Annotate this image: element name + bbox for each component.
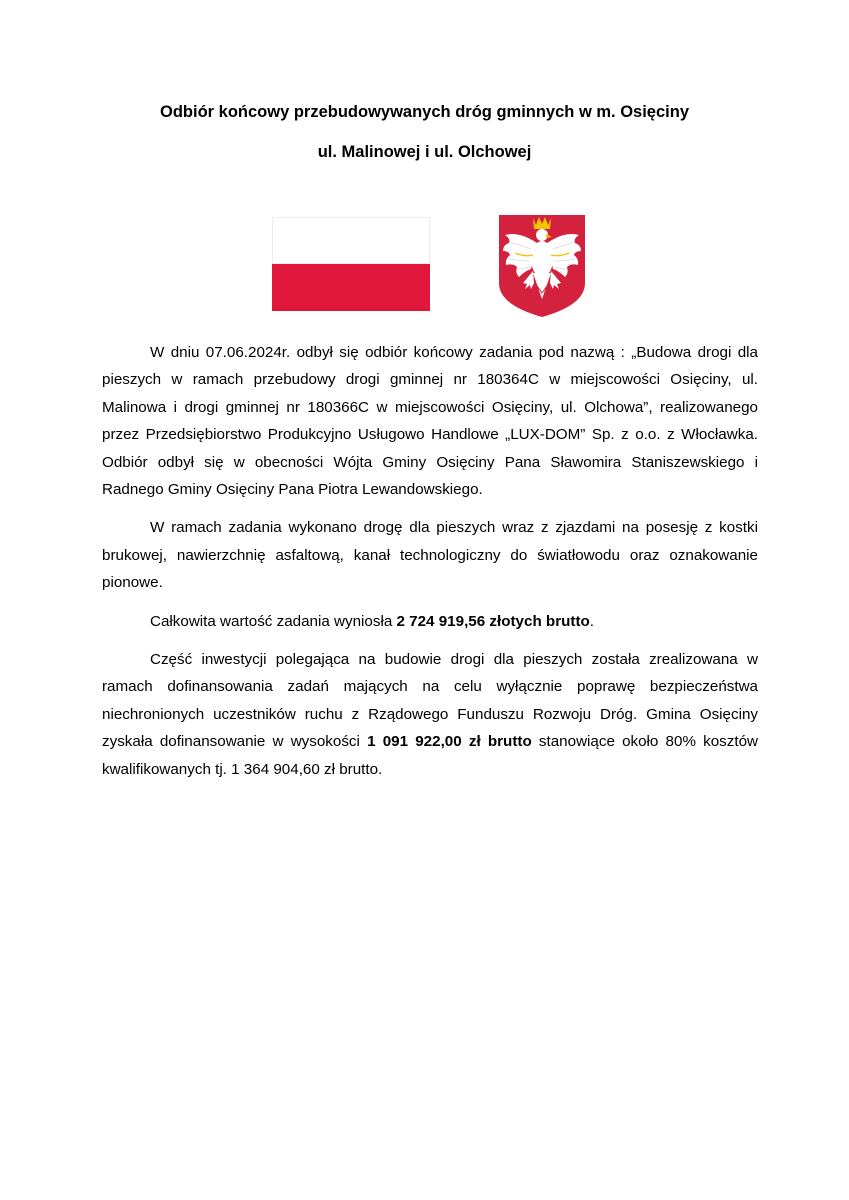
funding-text-part2: stanowiące około 80% kosztów kwalifikowanych tj. 1 364 904,60 zł brutto. [102,733,759,778]
funding-amount: 1 091 922,00 zł brutto [367,733,532,751]
flag-red-stripe [272,264,430,311]
total-value-amount: 2 724 919,56 złotych brutto [396,612,590,630]
paragraph-total-value [102,608,758,635]
total-value-prefix: Całkowita wartość zadania wyniosła [150,612,397,630]
page-subtitle: ul. Malinowej i ul. Olchowej [317,143,532,161]
polish-eagle-emblem-icon [497,213,587,319]
document-body [102,339,758,783]
total-value-suffix: . [589,612,595,630]
paragraph-acceptance: W dniu 07.06.2024r. odbył się odbiór końcowy zadania pod nazwą : „Budowa drogi dla pieszych w ramach przebudowy drogi gminnej nr 180364C w miejscowości Osięciny, ul. Malinowa i drogi gminnej nr 180366C w miejscowości Osięciny, ul. Olchowa”, realizowanego przez Przedsiębiorstwo Produkcyjno Usługowo Handlowe „LUX-DOM” Sp. z o.o. z Włocławka. Odbiór odbył się w obecności Wójta Gminy Osięciny Pana Sławomira Staniszewskiego i Radnego Gminy Osięciny Pana Piotra Lewandowskiego. [102,344,758,499]
flag-white-stripe [272,217,430,264]
page-title: Odbiór końcowy przebudowywanych dróg gminnych w m. Osięciny [160,103,689,121]
paragraph-funding [102,646,758,783]
paragraph-scope: W ramach zadania wykonano drogę dla pieszych wraz z zjazdami na posesję z kostki brukowej, nawierzchnię asfaltową, kanał technologiczny do światłowodu oraz oznakowanie pionowe. [102,519,758,592]
polish-flag-image [272,217,430,311]
funding-text-part1: Część inwestycji polegająca na budowie drogi dla pieszych została zrealizowana w ramach dofinansowania zadań mających na celu wyłącznie poprawę bezpieczeństwa niechronionych uczestników ruchu z Rządowego Funduszu Rozwoju Dróg. Gmina Osięciny zyskała dofinansowanie w wysokości [102,651,758,751]
